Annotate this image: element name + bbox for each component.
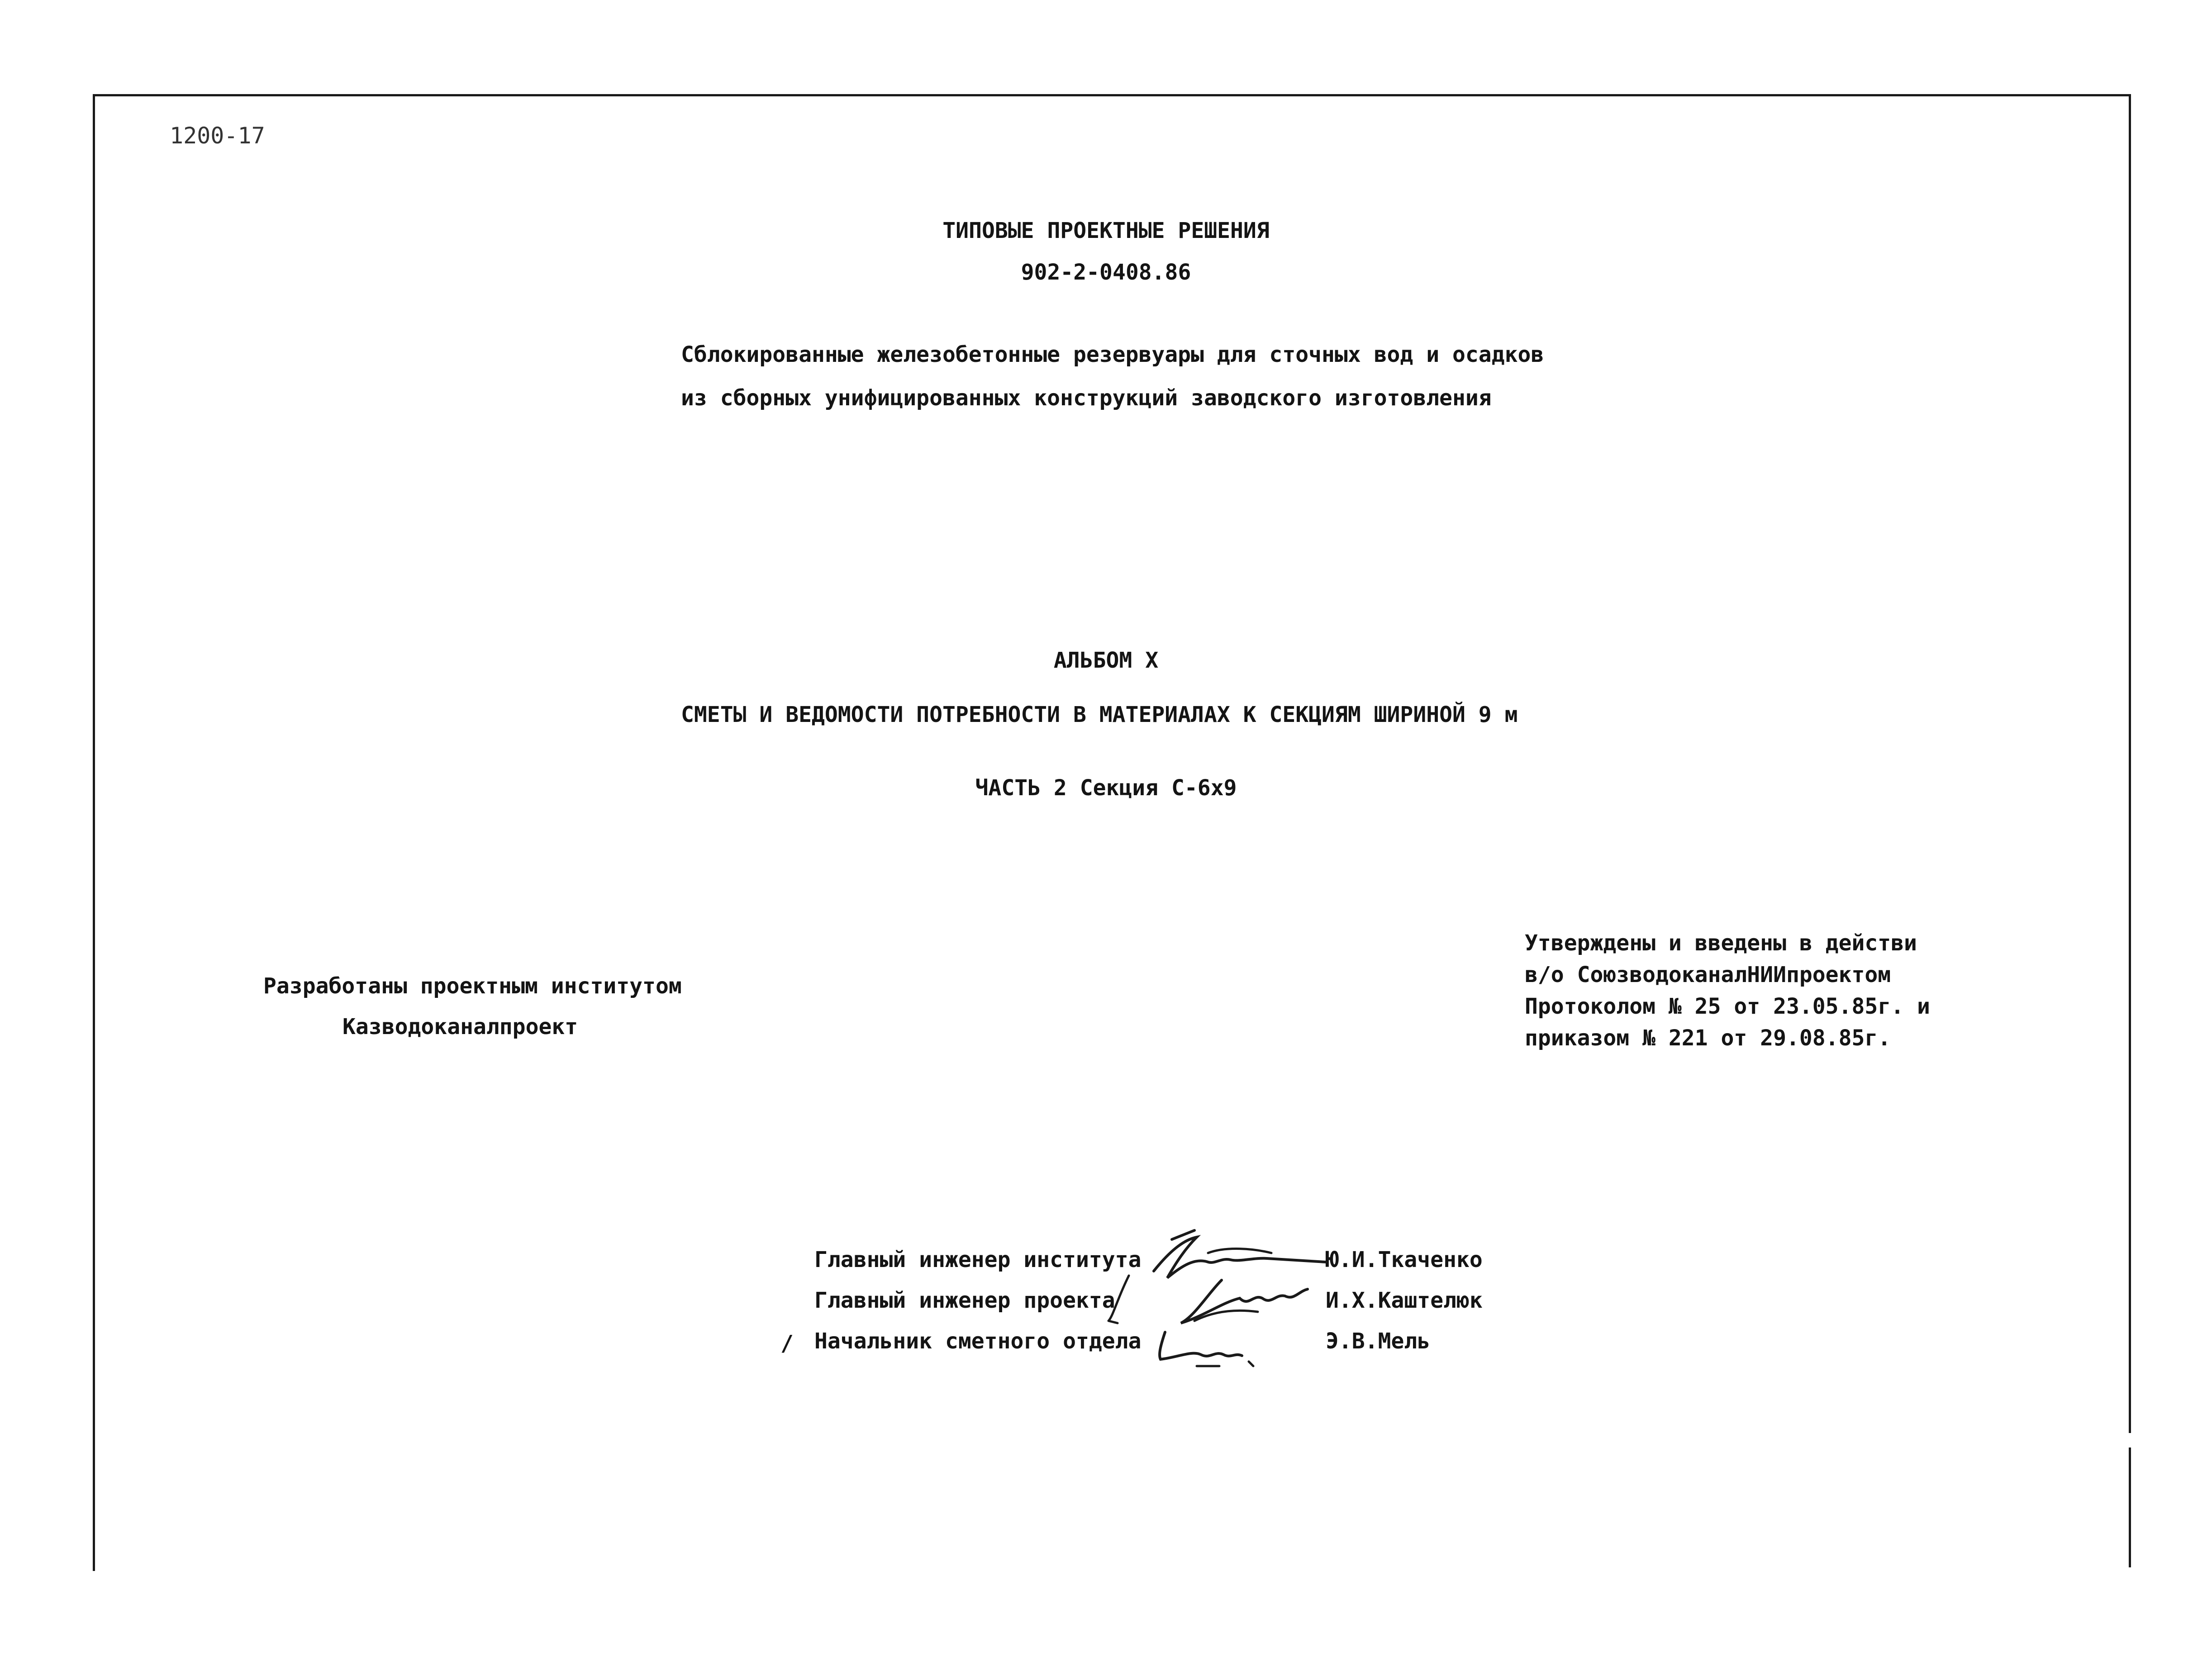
signature-role-chief-engineer-institute: Главный инженер института — [814, 1247, 1142, 1272]
handwritten-signature-3 — [1151, 1319, 1260, 1377]
approval-line-1: Утверждены и введены в действи — [1525, 930, 1917, 956]
approval-line-3: Протоколом № 25 от 23.05.85г. и — [1525, 994, 1930, 1019]
document-title-line-2: из сборных унифицированных конструкций заводского изготовления — [681, 385, 1492, 411]
frame-left-border — [93, 94, 95, 1571]
frame-top-border — [93, 94, 2131, 96]
developer-line-1: Разработаны проектным институтом — [263, 973, 682, 999]
signature-role-head-estimate-dept: Начальник сметного отдела — [814, 1329, 1142, 1354]
signature-name-chief-engineer-project: И.Х.Каштелюк — [1326, 1288, 1483, 1313]
signature-name-chief-engineer-institute: Ю.И.Ткаченко — [1326, 1247, 1483, 1272]
album-subject: СМЕТЫ И ВЕДОМОСТИ ПОТРЕБНОСТИ В МАТЕРИАЛАХ К СЕКЦИЯМ ШИРИНОЙ 9 м — [681, 702, 1518, 727]
document-title-line-1: Сблокированные железобетонные резервуары для сточных вод и осадков — [681, 342, 1544, 367]
album-part: ЧАСТЬ 2 Секция С-6х9 — [975, 775, 1237, 801]
developer-line-2: Казводоканалпроект — [343, 1014, 578, 1039]
approval-line-2: в/о СоюзводоканалНИИпроектом — [1525, 962, 1891, 987]
signature-name-head-estimate-dept: Э.В.Мель — [1326, 1329, 1431, 1354]
document-number: 902-2-0408.86 — [1021, 260, 1191, 285]
approval-line-4: приказом № 221 от 29.08.85г. — [1525, 1025, 1891, 1051]
album-label: АЛЬБОМ X — [1053, 648, 1159, 673]
signature-role-chief-engineer-project: Главный инженер проекта — [814, 1288, 1115, 1313]
series-title: ТИПОВЫЕ ПРОЕКТНЫЕ РЕШЕНИЯ — [942, 218, 1270, 243]
frame-right-border-upper — [2129, 94, 2131, 1433]
frame-right-border-lower — [2129, 1447, 2131, 1567]
sheet-code: 1200-17 — [170, 123, 265, 149]
margin-mark: / — [780, 1331, 794, 1356]
